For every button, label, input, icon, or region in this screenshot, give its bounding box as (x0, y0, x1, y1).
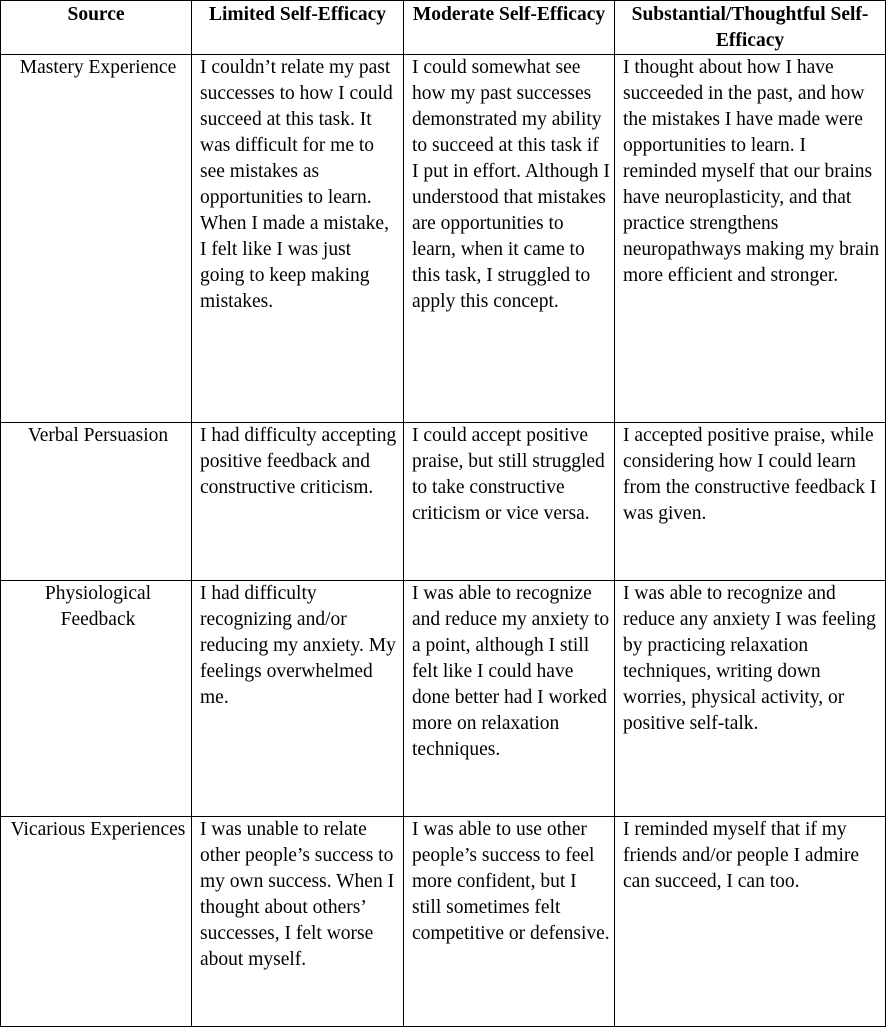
substantial-cell: I reminded myself that if my friends and/or people I admire can succeed, I can too. (615, 817, 886, 1027)
source-cell: Physiological Feedback (1, 581, 192, 817)
table-row (1, 817, 886, 1027)
table-row (1, 581, 886, 817)
header-substantial: Substantial/Thoughtful Self-Efficacy (615, 1, 886, 55)
substantial-cell: I accepted positive praise, while considering how I could learn from the constructive feedback I was given. (615, 423, 886, 581)
table-row (1, 423, 886, 581)
moderate-cell: I could somewhat see how my past successes demonstrated my ability to succeed at this task if I put in effort. Although I understood that mistakes are opportunities to learn, when it came to this task, I struggled to apply this concept. (404, 55, 615, 423)
substantial-cell: I thought about how I have succeeded in the past, and how the mistakes I have made were opportunities to learn. I reminded myself that our brains have neuroplasticity, and that practice strengthens neuropathways making my brain more efficient and stronger. (615, 55, 886, 423)
header-limited: Limited Self-Efficacy (192, 1, 404, 55)
limited-cell: I had difficulty recognizing and/or reducing my anxiety. My feelings overwhelmed me. (192, 581, 404, 817)
substantial-cell: I was able to recognize and reduce any anxiety I was feeling by practicing relaxation techniques, writing down worries, physical activity, or positive self-talk. (615, 581, 886, 817)
header-moderate: Moderate Self-Efficacy (404, 1, 615, 55)
limited-cell: I was unable to relate other people’s success to my own success. When I thought about others’ successes, I felt worse about myself. (192, 817, 404, 1027)
moderate-cell: I was able to use other people’s success to feel more confident, but I still sometimes felt competitive or defensive. (404, 817, 615, 1027)
table-row (1, 55, 886, 423)
source-cell: Vicarious Experiences (1, 817, 192, 1027)
source-cell: Mastery Experience (1, 55, 192, 423)
limited-cell: I had difficulty accepting positive feedback and constructive criticism. (192, 423, 404, 581)
moderate-cell: I was able to recognize and reduce my anxiety to a point, although I still felt like I could have done better had I worked more on relaxation techniques. (404, 581, 615, 817)
header-source: Source (1, 1, 192, 55)
limited-cell: I couldn’t relate my past successes to how I could succeed at this task. It was difficult for me to see mistakes as opportunities to learn. When I made a mistake, I felt like I was just going to keep making mistakes. (192, 55, 404, 423)
moderate-cell: I could accept positive praise, but still struggled to take constructive criticism or vice versa. (404, 423, 615, 581)
header-row (1, 1, 886, 55)
source-cell: Verbal Persuasion (1, 423, 192, 581)
